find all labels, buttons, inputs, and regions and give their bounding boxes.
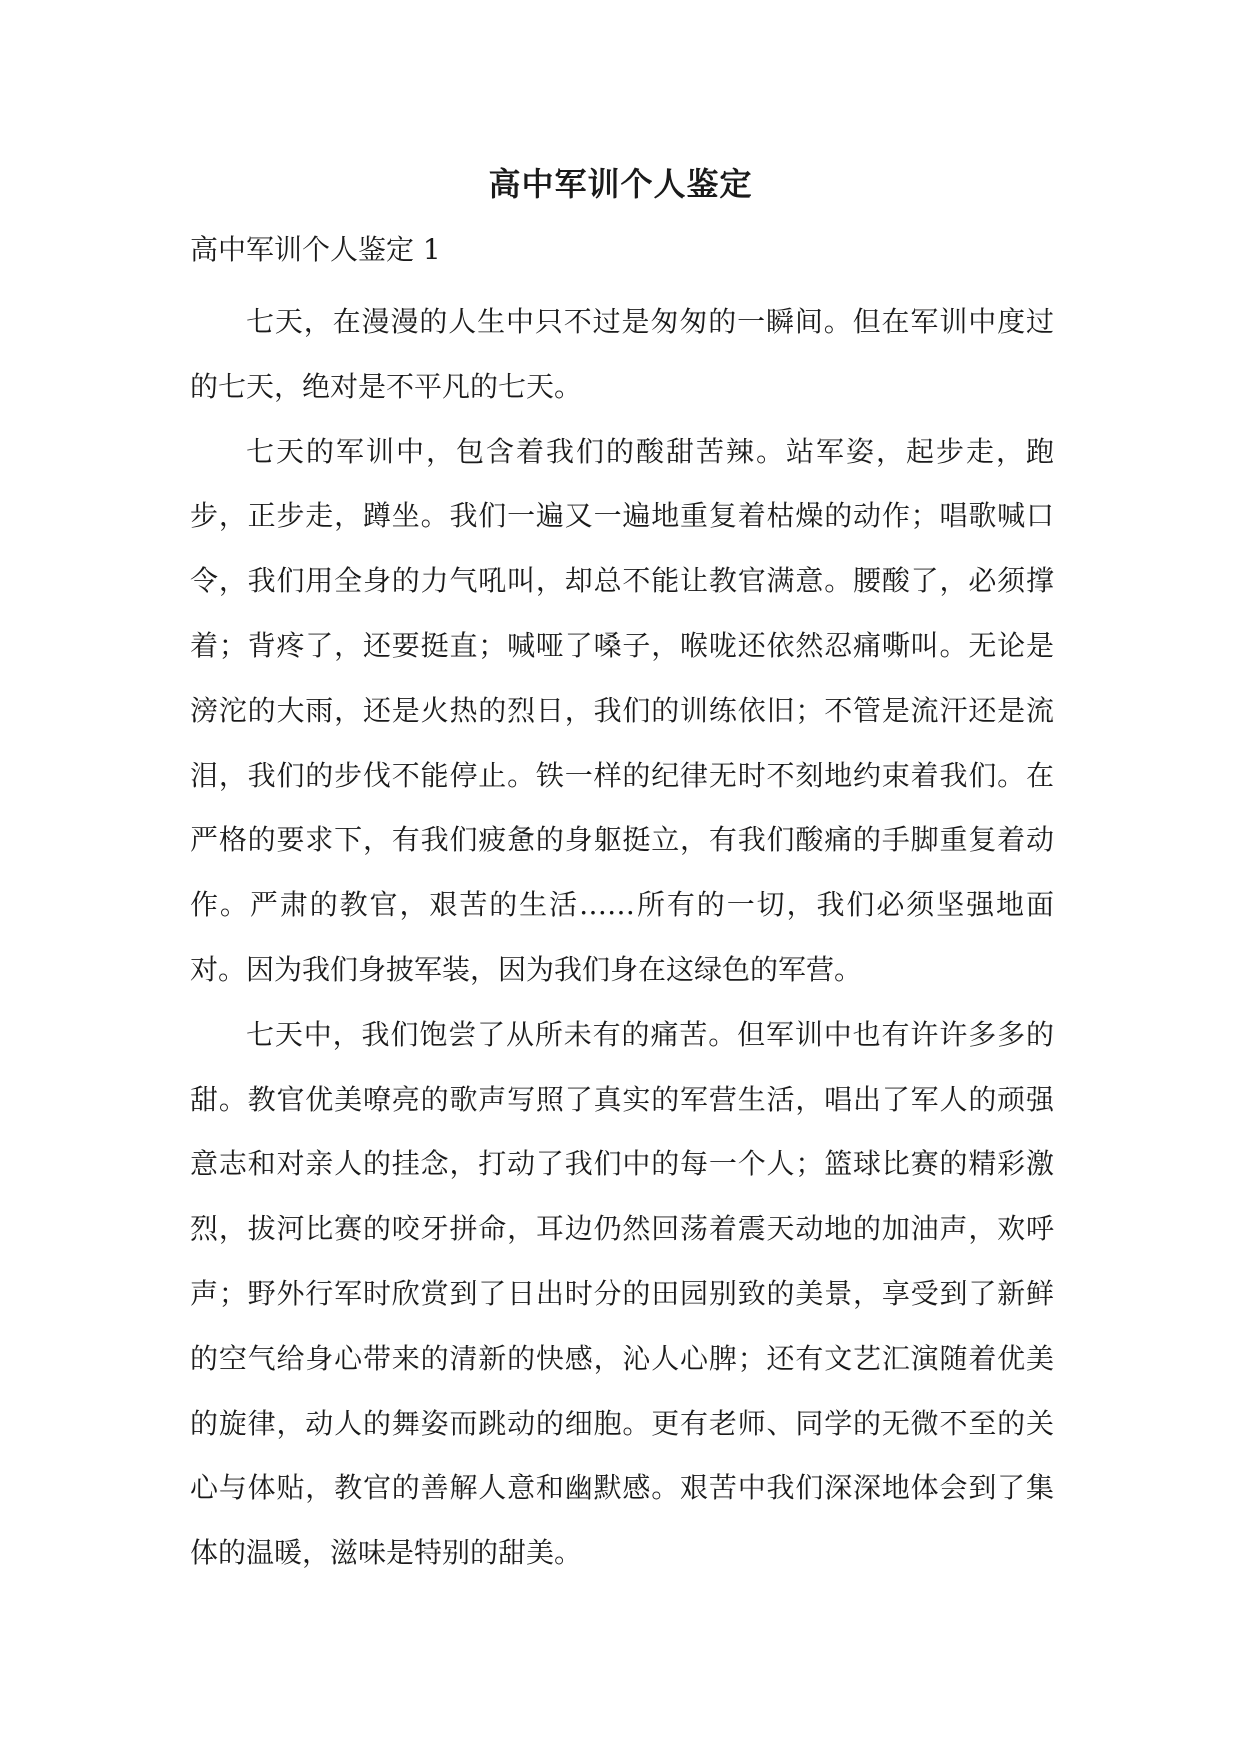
paragraph-3: 七天中，我们饱尝了从所未有的痛苦。但军训中也有许许多多的甜。教官优美嘹亮的歌声写照了真实的军营生活，唱出了军人的顽强意志和对亲人的挂念，打动了我们中的每一个人；篮球比赛的精彩激烈，拔河比赛的咬牙拼命，耳边仍然回荡着震天动地的加油声，欢呼声；野外行军时欣赏到了日出时分的田园别致的美景，享受到了新鲜的空气给身心带来的清新的快感，沁人心脾；还有文艺汇演随着优美的旋律，动人的舞姿而跳动的细胞。更有老师、同学的无微不至的关心与体贴，教官的善解人意和幽默感。艰苦中我们深深地体会到了集体的温暖，滋味是特别的甜美。 xyxy=(190,1017,1054,1570)
section-heading: 高中军训个人鉴定 1 xyxy=(190,233,441,266)
paragraph-1: 七天，在漫漫的人生中只不过是匆匆的一瞬间。但在军训中度过的七天，绝对是不平凡的七天。 xyxy=(190,305,1054,403)
document-title: 高中军训个人鉴定 xyxy=(488,165,753,203)
document-body xyxy=(190,290,1054,1586)
paragraph-2: 七天的军训中，包含着我们的酸甜苦辣。站军姿，起步走，跑步，正步走，蹲坐。我们一遍又一遍地重复着枯燥的动作；唱歌喊口令，我们用全身的力气吼叫，却总不能让教官满意。腰酸了，必须撑着；背疼了，还要挺直；喊哑了嗓子，喉咙还依然忍痛嘶叫。无论是滂沱的大雨，还是火热的烈日，我们的训练依旧；不管是流汗还是流泪，我们的步伐不能停止。铁一样的纪律无时不刻地约束着我们。在严格的要求下，有我们疲惫的身躯挺立，有我们酸痛的手脚重复着动作。严肃的教官，艰苦的生活……所有的一切，我们必须坚强地面对。因为我们身披军装，因为我们身在这绿色的军营。 xyxy=(190,434,1054,986)
